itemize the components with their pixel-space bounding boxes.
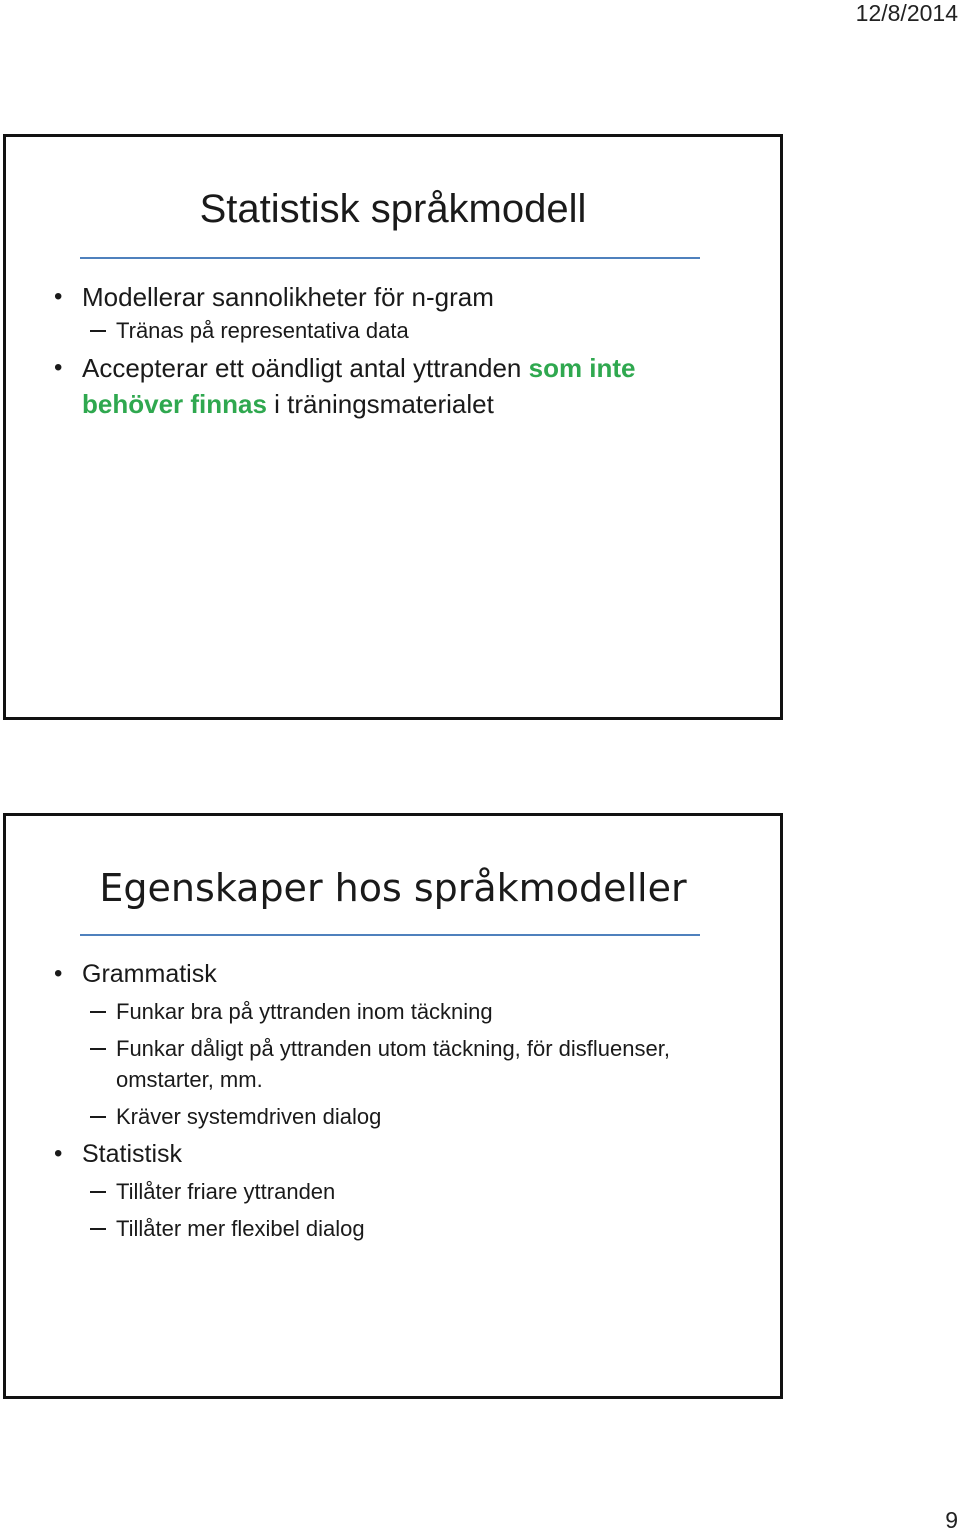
slide-title: Egenskaper hos språkmodeller [99, 866, 687, 910]
sub-bullet-item [54, 1213, 740, 1244]
slide-body [54, 279, 740, 422]
slide-title: Statistisk språkmodell [199, 187, 587, 231]
sub-bullet-item [54, 1101, 740, 1132]
sub-bullet-text: Tränas på representativa data [116, 318, 409, 343]
sub-bullet-text: Funkar bra på yttranden inom täckning [116, 999, 493, 1024]
bullet-item: • Grammatisk [54, 956, 740, 992]
highlighted-text: som inte behöver finnas [82, 353, 636, 419]
page-number: 9 [945, 1507, 958, 1533]
dash-icon [90, 1191, 106, 1193]
dash-icon [90, 1011, 106, 1013]
sub-bullet-text: Tillåter mer flexibel dialog [116, 1216, 365, 1241]
sub-bullet-item [54, 1176, 740, 1207]
dash-icon [90, 330, 106, 332]
slide-statistisk-sprakmodell [3, 134, 783, 720]
sub-bullet-item [54, 996, 740, 1027]
sub-bullet-text: Kräver systemdriven dialog [116, 1104, 382, 1129]
slide-egenskaper-hos-sprakmodeller [3, 813, 783, 1399]
dash-icon [90, 1116, 106, 1118]
dash-icon [90, 1228, 106, 1230]
bullet-item: • Modellerar sannolikheter för n-gram [54, 279, 740, 315]
sub-bullet-item [54, 1033, 740, 1095]
sub-bullet-item [54, 315, 740, 346]
title-underline [80, 934, 700, 936]
title-underline [80, 257, 700, 259]
bullet-text: i träningsmaterialet [266, 389, 494, 419]
sub-bullet-text: Funkar dåligt på yttranden utom täckning, för disfluenser, omstarter, mm. [116, 1036, 670, 1092]
bullet-item: • Statistisk [54, 1136, 740, 1172]
page-date: 12/8/2014 [855, 0, 958, 26]
bullet-item [54, 350, 740, 422]
bullet-text: Accepterar ett oändligt antal yttranden [82, 353, 529, 383]
sub-bullet-text: Tillåter friare yttranden [116, 1179, 336, 1204]
dash-icon [90, 1048, 106, 1050]
slide-body [54, 956, 740, 1244]
